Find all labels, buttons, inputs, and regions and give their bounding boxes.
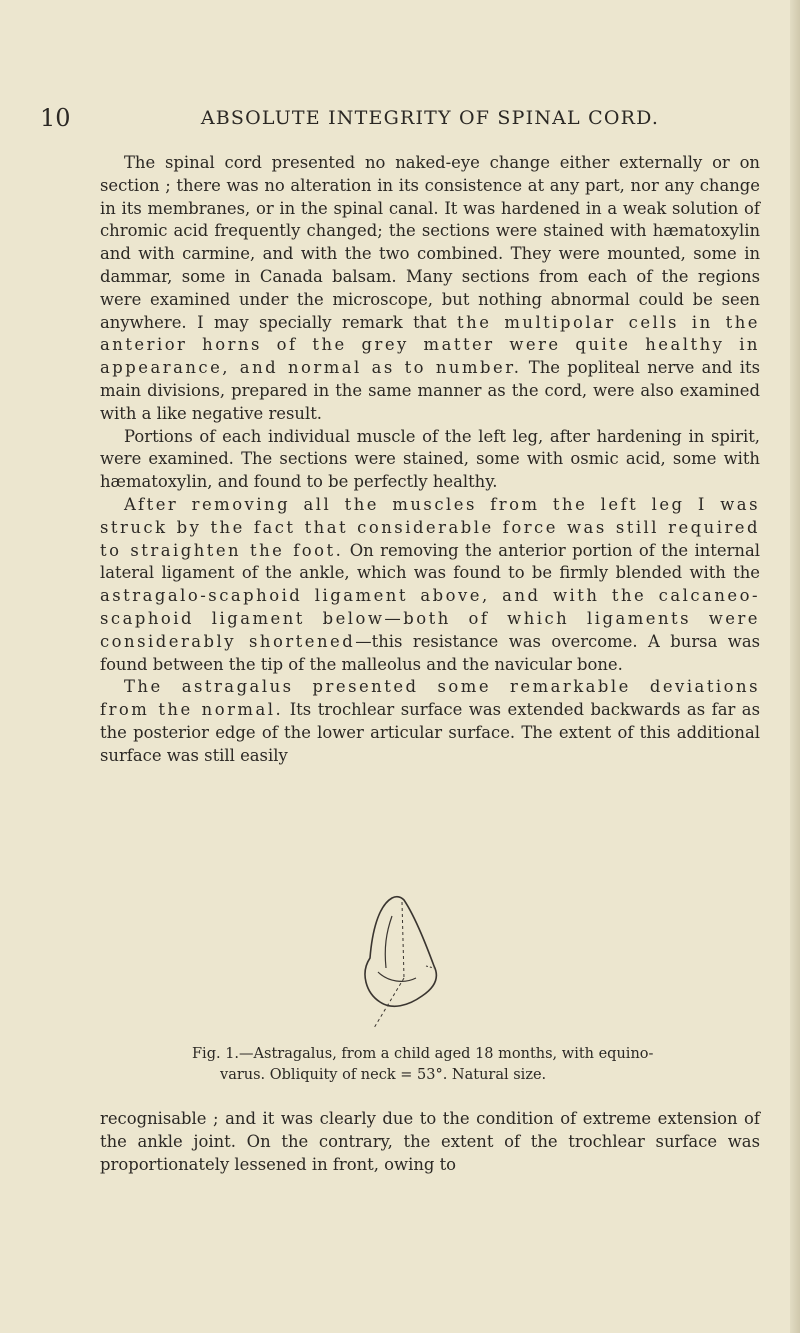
body-text (100, 152, 760, 768)
caption-line: varus. Obliquity of neck = 53°. Natural size. (220, 1067, 547, 1083)
page-edge (790, 0, 800, 1333)
paragraph: After removing all the muscles from the left leg I was struck by the fact that considerable force was still required to straighten the foot. On removing the anterior portion of the internal lateral ligament of the ankle, which was found to be firmly blended with the astragalo-scaphoid ligament above, and with the calcaneo-scaphoid ligament below—both of which ligaments were considerably shortened—this resistance was overcome. A bursa was found between the tip of the malleolus and the navicular bone. (100, 494, 761, 674)
body-text-continued (100, 1108, 760, 1176)
running-title: ABSOLUTE INTEGRITY OF SPINAL CORD. (200, 107, 660, 129)
astragalus-figure (330, 888, 480, 1038)
astragalus-outline (365, 897, 436, 1007)
spaced-emphasis: astragalo-scaphoid ligament above, and with the calcaneo-scaphoid ligament below—both of which ligaments were considerably shortened (100, 586, 760, 651)
spaced-emphasis: After removing all the muscles from the left leg I was struck by the fact that considerable force was still required to straighten the foot. (100, 494, 760, 560)
neck-line (378, 972, 416, 981)
obliquity-line (374, 978, 404, 1028)
side-axis-line (426, 966, 434, 968)
page-header (40, 104, 760, 136)
spaced-emphasis: The astragalus presented some remarkable deviations from the normal. (100, 677, 760, 720)
figure-caption (130, 1044, 730, 1086)
axis-line (402, 902, 404, 978)
page-number: 10 (40, 104, 71, 132)
caption-line: Fig. 1.—Astragalus, from a child aged 18 months, with equino- (192, 1046, 654, 1062)
paragraph: The astragalus presented some remarkable deviations from the normal. Its trochlear surface was extended backwards as far as the posterior edge of the lower articular surface. The extent of this additional surface was still easily (100, 677, 760, 765)
spaced-emphasis: the multipolar cells in the anterior horns of the grey matter were quite healthy in appearance, and normal as to number. (100, 312, 760, 378)
paragraph: Portions of each individual muscle of the left leg, after hardening in spirit, were examined. The sections were stained, some with osmic acid, some with hæmatoxylin, and found to be perfectly healthy. (100, 426, 760, 492)
trochlear-surface-line (385, 916, 392, 968)
paragraph: The spinal cord presented no naked-eye change either externally or on section ; there was no alteration in its consistence at any part, nor any change in its membranes, or in the spinal canal. It was hardened in a weak solution of chromic acid frequently changed; the sections were stained with hæmatoxylin and with carmine, and with the two combined. They were mounted, some in dammar, some in Canada balsam. Many sections from each of the regions were examined under the microscope, but nothing abnormal could be seen anywhere. I may specially remark that the multipolar cells in the anterior horns of the grey matter were quite healthy in appearance, and normal as to number. The popliteal nerve and its main divisions, prepared in the same manner as the cord, were also examined with a like negative result. (100, 153, 760, 423)
paragraph: recognisable ; and it was clearly due to the condition of extreme extension of the ankle joint. On the contrary, the extent of the trochlear surface was proportionately lessened in front, owing to (100, 1109, 760, 1174)
